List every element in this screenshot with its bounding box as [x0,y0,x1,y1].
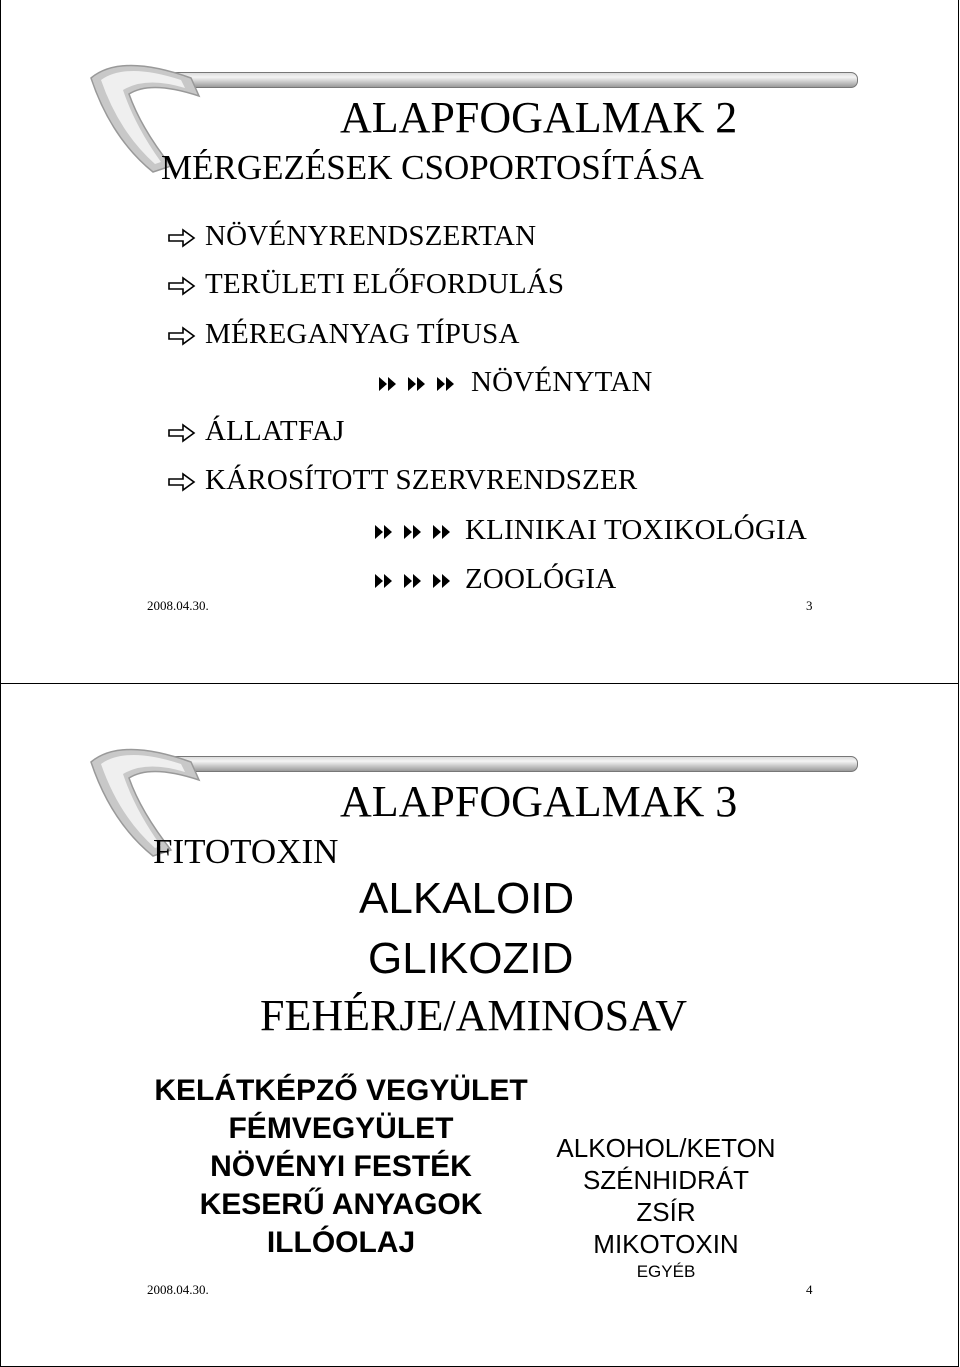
target-item [373,514,807,547]
list-item-label: ÁLLATFAJ [205,415,345,447]
page-number: 3 [806,598,813,613]
triple-arrow-icon [377,374,467,394]
slide-3 [0,0,959,684]
list-item: ILLÓOLAJ [266,1226,416,1259]
target-item [373,563,616,596]
list-item [167,220,536,253]
target-label: KLINIKAI TOXIKOLÓGIA [465,514,808,546]
hollow-arrow-icon [167,227,197,249]
slide-subtitle: MÉRGEZÉSEK CSOPORTOSÍTÁSA [161,148,704,187]
page-number: 4 [806,1282,813,1297]
slide-date: 2008.04.30. [147,598,209,613]
list-item: NÖVÉNYI FESTÉK [210,1150,472,1183]
left-list [141,1072,541,1262]
list-item: ALKOHOL/KETON [556,1133,776,1163]
slide-4 [0,683,959,1367]
triple-arrow-icon [373,522,461,542]
list-item: MIKOTOXIN [593,1229,739,1259]
list-item: ZSÍR [636,1197,696,1227]
target-item [377,366,653,399]
list-item: FÉMVEGYÜLET [228,1112,454,1145]
triple-arrow-icon [373,571,461,591]
target-label: NÖVÉNYTAN [471,366,653,398]
right-list [541,1132,791,1284]
hollow-arrow-icon [167,471,197,493]
hollow-arrow-icon [167,275,197,297]
list-item-label: MÉREGANYAG TÍPUSA [205,318,520,350]
list-item [167,318,520,351]
list-item: KELÁTKÉPZŐ VEGYÜLET [154,1074,528,1107]
list-item [167,415,345,448]
section-heading: FITOTOXIN [153,832,339,871]
list-item: KESERŰ ANYAGOK [199,1188,483,1221]
slide-date: 2008.04.30. [147,1282,209,1297]
decorative-bar [101,72,858,88]
main-item: FEHÉRJE/AMINOSAV [260,991,688,1040]
list-item [167,268,564,301]
main-item: ALKALOID [359,874,575,923]
list-item: SZÉNHIDRÁT [582,1165,750,1195]
list-item-label: NÖVÉNYRENDSZERTAN [205,220,537,252]
list-item-label: TERÜLETI ELŐFORDULÁS [205,268,565,300]
decorative-bar [101,756,858,772]
list-item-label: KÁROSÍTOTT SZERVRENDSZER [205,464,638,496]
list-item: EGYÉB [636,1262,696,1281]
target-label: ZOOLÓGIA [465,563,617,595]
main-item: GLIKOZID [368,934,574,983]
hollow-arrow-icon [167,325,197,347]
slide-title: ALAPFOGALMAK 3 [340,777,738,826]
slide-title: ALAPFOGALMAK 2 [340,93,738,142]
list-item [167,464,637,497]
hollow-arrow-icon [167,422,197,444]
